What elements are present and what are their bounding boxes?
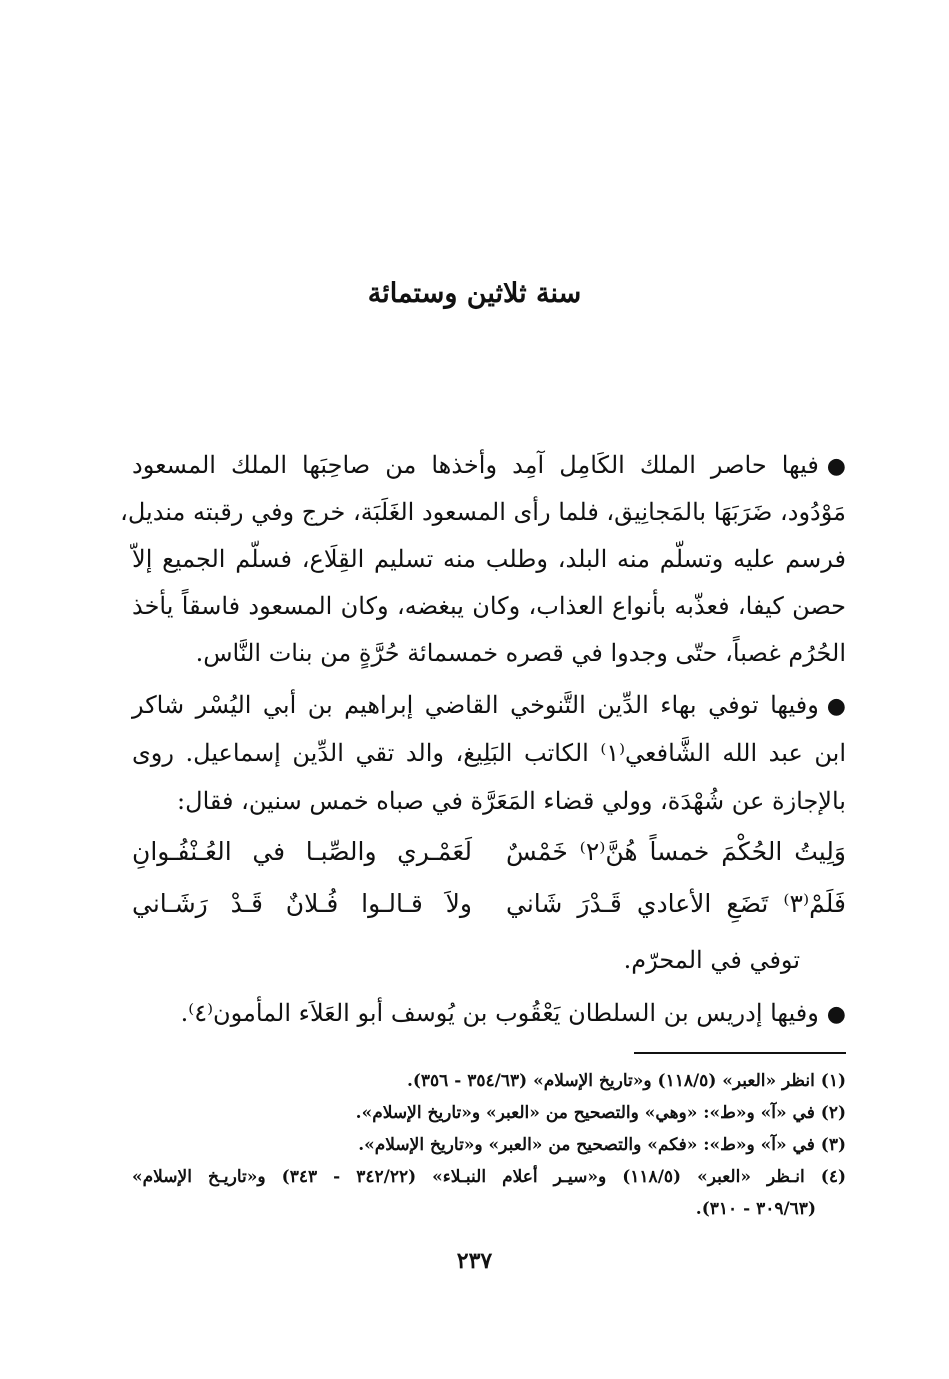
paragraph-line: توفي في المحرّم. — [623, 946, 800, 974]
paragraph-line: بالإجازة عن شُهْدَة، وولي قضاء المَعَرَّة في صباه خمس سنين، فقال: — [177, 787, 846, 815]
bullet-icon: ● — [826, 1002, 846, 1027]
paragraph-line: ●وفيها توفي بهاء الدِّين التَّنوخي القاضي إبراهيم بن أبي اليُسْر شاكر — [132, 685, 846, 725]
footnote-separator — [634, 1052, 846, 1054]
verse-first-hemistich: وَلِيتُ الحُكْمَ خمساً هُنَّ⁽٢⁾ خَمْسٌ — [506, 837, 846, 866]
paragraph-line: ابن عبد الله الشَّافعي⁽١⁾ الكاتب البَلِيغ، والد تقي الدِّين إسماعيل. روى — [132, 739, 846, 767]
paragraph-line: حصن كيفا، فعذّبه بأنواع العذاب، وكان يبغضه، وكان المسعود فاسقاً يأخذ — [132, 592, 846, 620]
paragraph-line: الحُرُم غصباً، حتّى وجدوا في قصره خمسمائة حُرَّةٍ من بنات النَّاس. — [195, 639, 846, 667]
verse-second-hemistich: لَعَمْـري والصِّبـا في العُـنْفُـوانِ — [132, 837, 472, 866]
bullet-icon: ● — [826, 454, 846, 479]
paragraph-line: ●وفيها إدريس بن السلطان يَعْقُوب بن يُوسف أبو العَلاَء المأمون⁽٤⁾. — [132, 993, 846, 1033]
page-title: سنة ثلاثين وستمائة — [367, 278, 582, 309]
verse-first-hemistich: فَلَمْ⁽٣⁾ تَضَعِ الأعادي قَـدْرَ شَاني — [506, 889, 846, 918]
footnote-1: (١) انظر «العبر» (١١٨/٥) و«تاريخ الإسلام» (٣٥٤/٦٣ - ٣٥٦). — [406, 1071, 846, 1091]
verse-row — [132, 830, 846, 874]
paragraph-line: فرسم عليه وتسلّم منه البلد، وطلب منه تسليم القِلَاع، فسلّم الجميع إلاّ — [132, 545, 846, 573]
footnote-2: (٢) في «آ» و«ط»: «وهي» والتصحيح من «العبر» و«تاريخ الإسلام». — [355, 1103, 846, 1123]
footnote-4: (٤) انـظر «العبر» (١١٨/٥) و«سيـر أعلام النبـلاء» (٣٤٢/٢٢ - ٣٤٣) و«تاريـخ الإسلام» — [132, 1167, 847, 1187]
paragraph-line: ●فيها حاصر الملك الكَامِل آمِد وأخذها من صاحِبَها الملك المسعود — [132, 445, 846, 485]
verse-row — [132, 882, 846, 926]
footnote-3: (٣) في «آ» و«ط»: «فكم» والتصحيح من «العبر» و«تاريخ الإسلام». — [358, 1135, 846, 1155]
page-number: ٢٣٧ — [456, 1248, 493, 1274]
verse-second-hemistich: ولاَ قـالـوا فُـلانٌ قَـدْ رَشَـاني — [132, 889, 472, 918]
footnote-4-continuation: (٣٠٩/٦٣ - ٣١٠). — [695, 1199, 816, 1219]
bullet-icon: ● — [826, 694, 846, 719]
paragraph-line: مَوْدُود، ضَرَبَهَا بالمَجانِيق، فلما رأى المسعود الغَلَبَة، خرج وفي رقبته منديل، — [120, 498, 846, 526]
